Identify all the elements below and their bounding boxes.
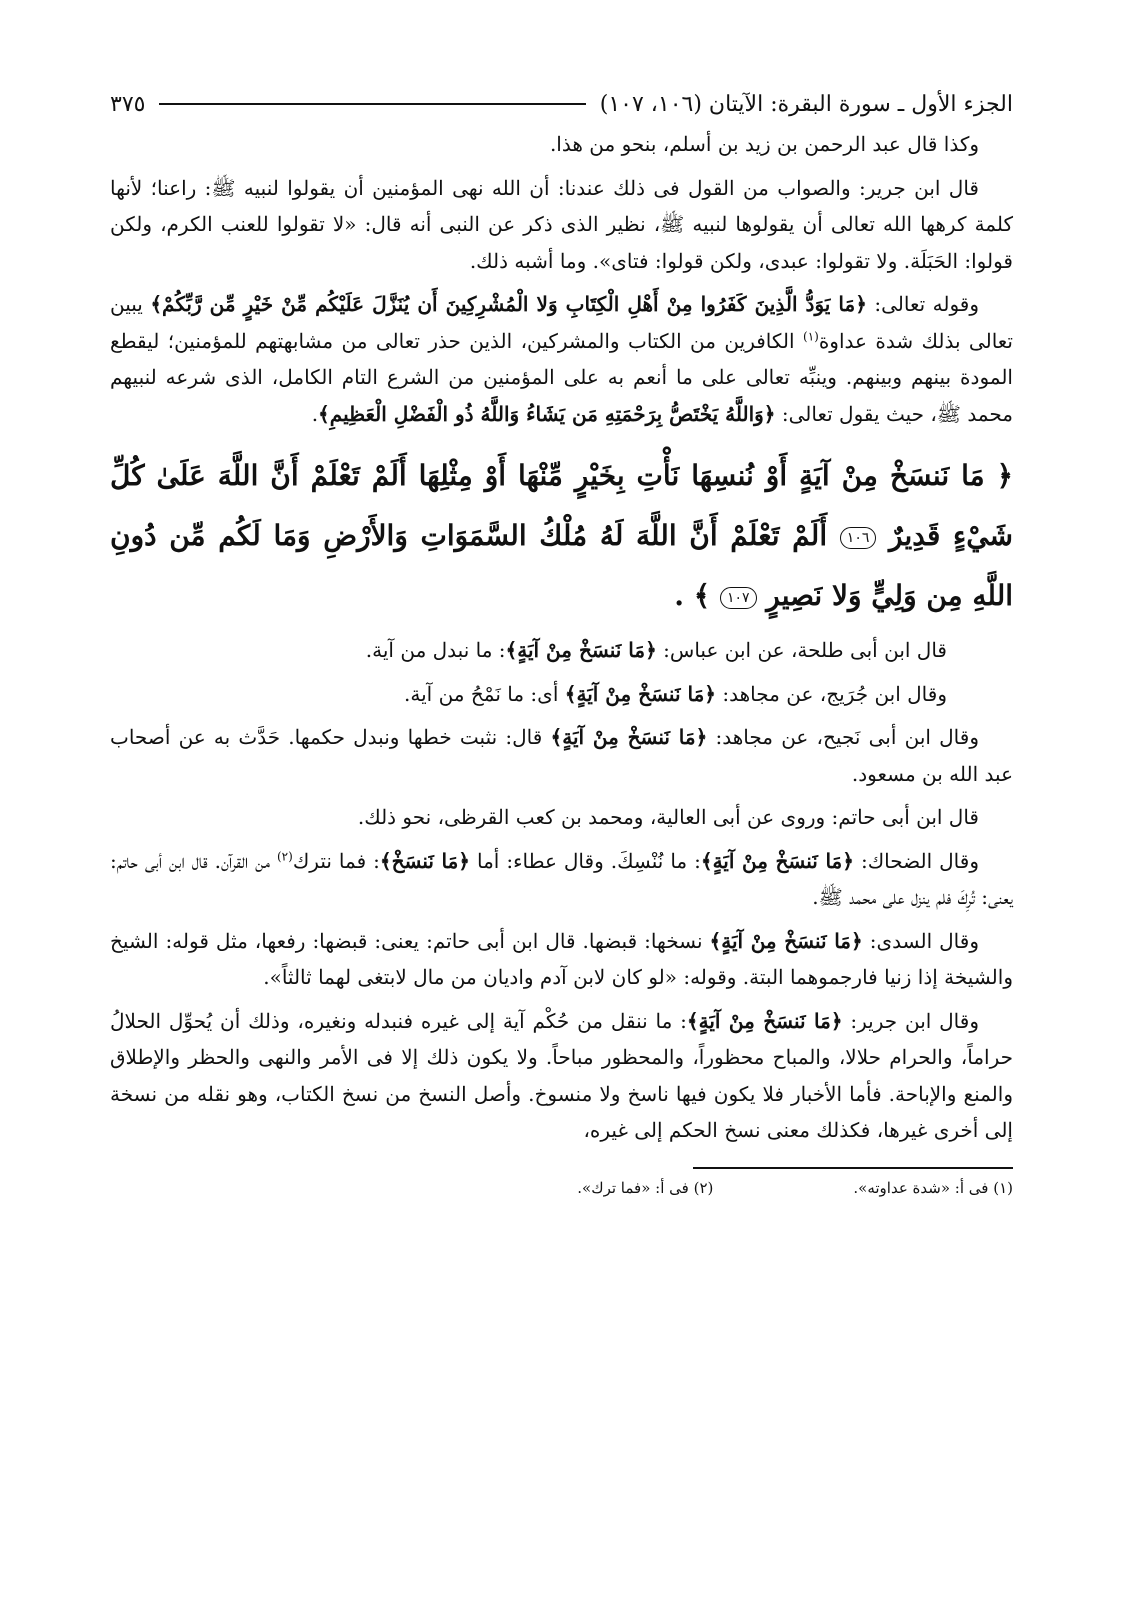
paragraph-text: من القرآن. قال ابن أبى حاتم: يعنى: تُرِكَ فلم ينزل على محمد ﷺ. xyxy=(110,848,1013,909)
quran-quote: ﴿مَا نَنسَخْ مِنْ آيَةٍ﴾ xyxy=(700,848,854,873)
paragraph-lead: قال ابن أبى طلحة، عن ابن عباس: xyxy=(656,638,947,662)
footnote-rule xyxy=(693,1167,1013,1169)
paragraph xyxy=(110,719,1013,792)
paragraph-lead: وقوله تعالى: xyxy=(866,292,980,316)
paragraph: قال ابن جرير: والصواب من القول فى ذلك عندنا: أن الله نهى المؤمنين أن يقولوا لنبيه ﷺ: راعنا؛ لأنها كلمة كرهها الله تعالى أن يقولوها لنبيه ﷺ، نظير الذى ذكر عن النبى أنه قال: «لا تقولوا للعنب الكرم، ولكن قولوا: الحَبَلَة. ولا تقولوا: عبدى، ولكن قولوا: فتاى». وما أشبه ذلك. xyxy=(110,175,1013,273)
footnote-marker: (٢) xyxy=(276,848,293,863)
footnote: (١) فى أ: «شدة عداوته». xyxy=(853,1178,1013,1197)
verse-text: ﴿ مَا نَنسَخْ مِنْ آيَةٍ أَوْ نُنسِهَا نَأْتِ بِخَيْرٍ مِّنْهَا أَوْ مِثْلِهَا أَلَمْ تَعْلَمْ أَنَّ اللَّهَ عَلَىٰ كُلِّ شَيْءٍ قَدِيرٌ xyxy=(110,459,1013,552)
paragraph-text: أى: ما نَمْحُ من آية. xyxy=(404,681,565,706)
paragraph-dahhak xyxy=(110,843,1013,916)
verse-block xyxy=(110,446,1013,626)
paragraph-text: : ما نبدل من آية. xyxy=(365,638,506,662)
paragraph xyxy=(110,676,1013,713)
page-body xyxy=(110,126,1013,1197)
paragraph-lead: وقال ابن جُرَيج، عن مجاهد: xyxy=(716,681,947,706)
paragraph-jarir xyxy=(110,1003,1013,1149)
footnotes xyxy=(110,1179,1013,1197)
paragraph-text: قال: نثبت خطها ونبدل حكمها. حَدَّث به عن أصحاب عبد الله بن مسعود. xyxy=(110,725,1013,786)
paragraph-text: . xyxy=(311,401,319,426)
header-title: الجزء الأول ـ سورة البقرة: الآيتان (١٠٦، ١٠٧) xyxy=(599,91,1013,117)
verse-number-badge: ١٠٦ xyxy=(840,527,877,549)
quran-quote: ﴿مَا نَنسَخْ مِنْ آيَةٍ﴾ xyxy=(686,1008,843,1033)
quran-quote: ﴿مَا يَوَدُّ الَّذِينَ كَفَرُوا مِنْ أَهْلِ الْكِتَابِ وَلا الْمُشْرِكِينَ أَن يُنَزَّلَ عَلَيْكُم مِّنْ خَيْرٍ مِّن رَّبِّكُمْ﴾ xyxy=(150,292,867,316)
paragraph-lead: وقال ابن جرير: xyxy=(842,1008,979,1033)
verse-number-badge: ١٠٧ xyxy=(720,587,757,609)
page-number: ٣٧٥ xyxy=(110,91,146,117)
paragraph-lead: وقال الضحاك: xyxy=(853,848,979,873)
header-rule xyxy=(159,103,585,105)
verse-text: أَلَمْ تَعْلَمْ أَنَّ اللَّهَ لَهُ مُلْكُ السَّمَوَاتِ وَالأَرْضِ وَمَا لَكُم مِّن دُونِ اللَّهِ مِن وَلِيٍّ وَلا نَصِيرٍ xyxy=(110,519,1013,612)
paragraph: قال ابن أبى حاتم: وروى عن أبى العالية، ومحمد بن كعب القرظى، نحو ذلك. xyxy=(357,805,979,829)
running-header xyxy=(110,86,1013,122)
quran-quote: ﴿مَا نَنسَخْ مِنْ آيَةٍ﴾ xyxy=(550,725,708,749)
quran-quote: ﴿مَا نَنسَخْ مِنْ آيَةٍ﴾ xyxy=(709,928,863,953)
paragraph xyxy=(110,632,1013,669)
paragraph-lead: وقال ابن أبى نَجيح، عن مجاهد: xyxy=(707,725,979,749)
quran-quote: ﴿مَا نَنسَخْ مِنْ آيَةٍ﴾ xyxy=(505,638,657,662)
paragraph-suddi xyxy=(110,923,1013,996)
quran-quote: ﴿وَاللَّهُ يَخْتَصُّ بِرَحْمَتِهِ مَن يَشَاءُ وَاللَّهُ ذُو الْفَضْلِ الْعَظِيمِ﴾ xyxy=(318,401,776,426)
paragraph-text: : ما نُنْسِكَ. وقال عطاء: أما xyxy=(470,848,701,873)
paragraph-text: : فما نترك xyxy=(292,848,380,873)
quran-quote: ﴿مَا نَنسَخْ﴾ xyxy=(379,848,471,873)
paragraph-text: الكافرين من الكتاب والمشركين، الذين حذر تعالى من مشابهتهم للمؤمنين؛ ليقطع المودة بينهم وبينهم. وينبِّه تعالى على ما أنعم به على المؤمنين من الشرع التام الكامل، الذى شرعه لنبيهم محمد ﷺ، حيث يقول تعالى: xyxy=(110,328,1013,426)
paragraph-text: : ما ننقل من حُكْم آية إلى غيره فنبدله ونغيره، وذلك أن يُحوِّل الحلالُ حراماً، والحرام حلالا، والمباح محظوراً، والمحظور مباحاً. ولا يكون ذلك إلا فى الأمر والنهى والحظر والإطلاق والمنع والإباحة. فأما الأخبار فلا يكون فيها ناسخ ولا منسوخ. وأصل النسخ من نسخ الكتاب، وهو نقله من نسخة إلى أخرى غيرها، فكذلك معنى نسخ الحكم إلى غيره، xyxy=(110,1008,1013,1142)
paragraph-text: يبين تعالى بذلك شدة عداوة xyxy=(110,292,1013,353)
paragraph-lead: وقال السدى: xyxy=(862,928,979,953)
quran-quote: ﴿مَا نَنسَخْ مِنْ آيَةٍ﴾ xyxy=(564,681,717,706)
verse-text: ﴾ . xyxy=(674,579,711,612)
paragraph-text: نسخها: قبضها. قال ابن أبى حاتم: يعنى: قبضها: رفعها، مثل قوله: الشيخ والشيخة إذا زنيا فارجموهما البتة. وقوله: «لو كان لابن آدم واديان من مال لابتغى لهما ثالثاً». xyxy=(110,928,1013,989)
paragraph-tafsir xyxy=(110,286,1013,432)
paragraph: وكذا قال عبد الرحمن بن زيد بن أسلم، بنحو من هذا. xyxy=(549,132,979,156)
footnote: (٢) فى أ: «فما ترك». xyxy=(577,1178,714,1197)
footnote-marker: (١) xyxy=(803,328,819,343)
